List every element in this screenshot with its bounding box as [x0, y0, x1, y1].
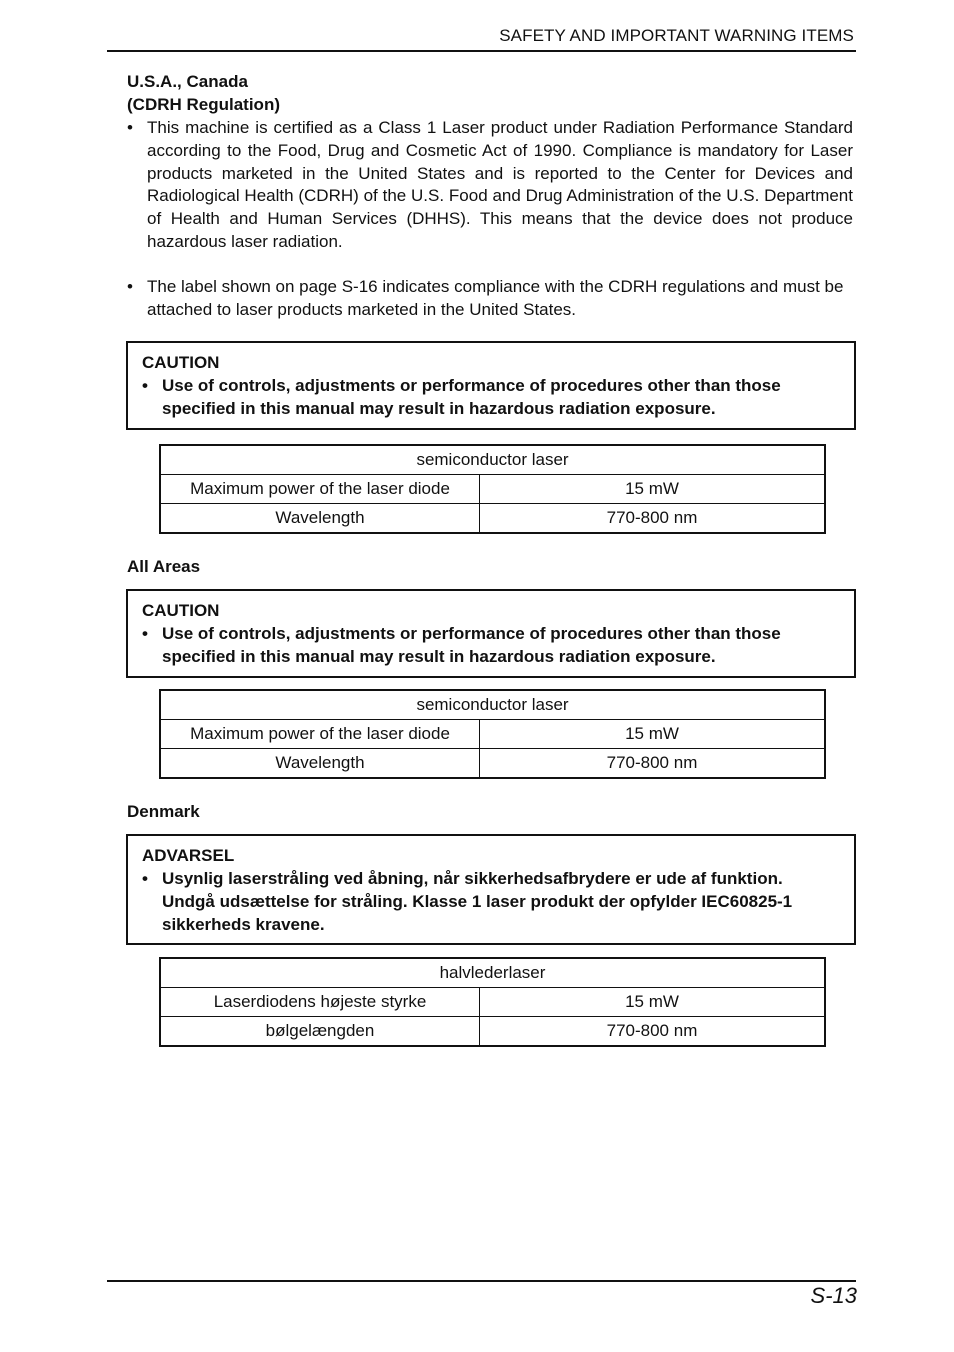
table-cell-value: 15 mW	[480, 988, 826, 1017]
table-row	[160, 1017, 825, 1047]
table-cell-label: Maximum power of the laser diode	[160, 475, 480, 504]
table-row	[160, 720, 825, 749]
caution-box-all-areas	[126, 589, 856, 678]
caution-item	[142, 622, 840, 668]
bullet-dot: •	[142, 624, 148, 643]
caution-text: Use of controls, adjustments or performance of procedures other than those specified in this manual may result in hazardous radiation exposure.	[162, 624, 781, 666]
bullet-text: This machine is certified as a Class 1 Laser product under Radiation Performance Standard according to the Food, Drug and Cosmetic Act of 1990. Compliance is mandatory for Laser products marketed in the United States and is reported to the Center for Devices and Radiological Health (CDRH) of the U.S. Food and Drug Administration of the U.S. Department of Health and Human Services (DHHS). This means that the device does not produce hazardous laser radiation.	[147, 118, 853, 251]
table-header-cell: semiconductor laser	[160, 445, 825, 475]
table-cell-label: Wavelength	[160, 504, 480, 534]
bullet-dot: •	[142, 869, 148, 888]
table-header-cell: halvlederlaser	[160, 958, 825, 988]
usa-bullet-list	[127, 117, 857, 321]
page-number: S-13	[810, 1283, 857, 1308]
caution-item	[142, 374, 840, 420]
table-row	[160, 504, 825, 534]
caution-title: CAUTION	[142, 601, 220, 620]
table-cell-label: Maximum power of the laser diode	[160, 720, 480, 749]
laser-spec-table-usa	[159, 444, 826, 534]
table-cell-value: 770-800 nm	[480, 504, 826, 534]
caution-text: Usynlig laserstråling ved åbning, når sikkerhedsafbrydere er ude af funktion. Undgå udsættelse for stråling. Klasse 1 laser produkt der opfylder IEC60825-1 sikkerheds kravene.	[162, 869, 793, 934]
table-header-row	[160, 690, 825, 720]
bullet-dot: •	[127, 276, 133, 296]
table-cell-label: Wavelength	[160, 749, 480, 779]
list-item	[127, 117, 853, 254]
caution-box-usa	[126, 341, 856, 430]
caution-text: Use of controls, adjustments or performance of procedures other than those specified in this manual may result in hazardous radiation exposure.	[162, 376, 781, 418]
bullet-text: The label shown on page S-16 indicates compliance with the CDRH regulations and must be attached to laser products marketed in the United States.	[147, 276, 844, 319]
table-row	[160, 475, 825, 504]
section-heading-denmark: Denmark	[127, 802, 200, 821]
caution-title: CAUTION	[142, 353, 220, 372]
bullet-dot: •	[142, 376, 148, 395]
section-heading-all-areas: All Areas	[127, 557, 201, 576]
caution-item	[142, 867, 840, 936]
header-rule	[107, 50, 856, 52]
table-cell-label: bølgelængden	[160, 1017, 480, 1047]
table-row	[160, 749, 825, 779]
heading-line-1: U.S.A., Canada	[127, 72, 248, 91]
laser-spec-table-denmark	[159, 957, 826, 1047]
table-cell-label: Laserdiodens højeste styrke	[160, 988, 480, 1017]
table-header-cell: semiconductor laser	[160, 690, 825, 720]
running-header: SAFETY AND IMPORTANT WARNING ITEMS	[499, 26, 854, 45]
heading-line-2: (CDRH Regulation)	[127, 95, 280, 114]
caution-box-denmark	[126, 834, 856, 945]
table-row	[160, 988, 825, 1017]
table-cell-value: 15 mW	[480, 720, 826, 749]
table-cell-value: 15 mW	[480, 475, 826, 504]
table-cell-value: 770-800 nm	[480, 1017, 826, 1047]
table-header-row	[160, 958, 825, 988]
bullet-dot: •	[127, 118, 133, 137]
caution-title: ADVARSEL	[142, 846, 235, 865]
table-header-row	[160, 445, 825, 475]
section-heading-usa	[127, 70, 280, 116]
table-cell-value: 770-800 nm	[480, 749, 826, 779]
list-item	[127, 276, 853, 322]
laser-spec-table-all-areas	[159, 689, 826, 779]
footer-rule	[107, 1280, 856, 1282]
